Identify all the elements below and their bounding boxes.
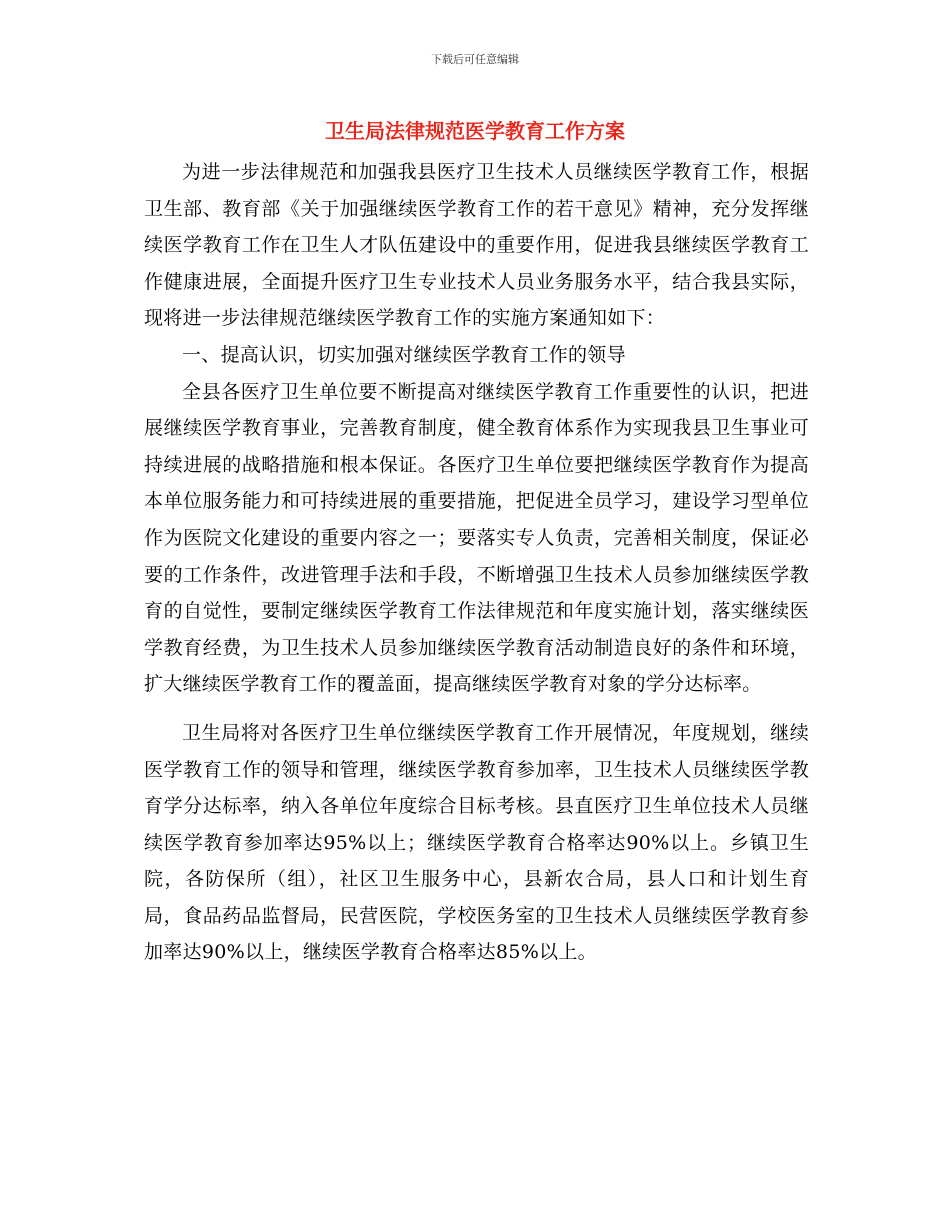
paragraph-intro: 为进一步法律规范和加强我县医疗卫生技术人员继续医学教育工作，根据卫生部、教育部《关于加强继续医学教育工作的若干意见》精神，充分发挥继续医学教育工作在卫生人才队伍建设中的重要作用，促进我县继续医学教育工作健康进展，全面提升医疗卫生专业技术人员业务服务水平，结合我县实际，现将进一步法律规范继续医学教育工作的实施方案通知如下：: [144, 161, 809, 330]
document-title: 卫生局法律规范医学教育工作方案: [325, 119, 625, 143]
document-body: [144, 154, 809, 971]
paragraph-section-1: 全县各医疗卫生单位要不断提高对继续医学教育工作重要性的认识，把进展继续医学教育事业，完善教育制度，健全教育体系作为实现我县卫生事业可持续进展的战略措施和根本保证。各医疗卫生单位要把继续医学教育作为提高本单位服务能力和可持续进展的重要措施，把促进全员学习，建设学习型单位作为医院文化建设的重要内容之一；要落实专人负责，完善相关制度，保证必要的工作条件，改进管理手法和手段，不断增强卫生技术人员参加继续医学教育的自觉性，要制定继续医学教育工作法律规范和年度实施计划，落实继续医学教育经费，为卫生技术人员参加继续医学教育活动制造良好的条件和环境，扩大继续医学教育工作的覆盖面，提高继续医学教育对象的学分达标率。: [144, 380, 809, 696]
section-heading-1: 一、提高认识，切实加强对继续医学教育工作的领导: [182, 343, 626, 366]
paragraph-assessment: 卫生局将对各医疗卫生单位继续医学教育工作开展情况，年度规划，继续医学教育工作的领导和管理，继续医学教育参加率，卫生技术人员继续医学教育学分达标率，纳入各单位年度综合目标考核。县直医疗卫生单位技术人员继续医学教育参加率达95%以上；继续医学教育合格率达90%以上。乡镇卫生院，各防保所（组），社区卫生服务中心，县新农合局，县人口和计划生育局，食品药品监督局，民营医院，学校医务室的卫生技术人员继续医学教育参加率达90%以上，继续医学教育合格率达85%以上。: [144, 721, 809, 964]
page-header-note: 下载后可任意编辑: [431, 53, 519, 66]
